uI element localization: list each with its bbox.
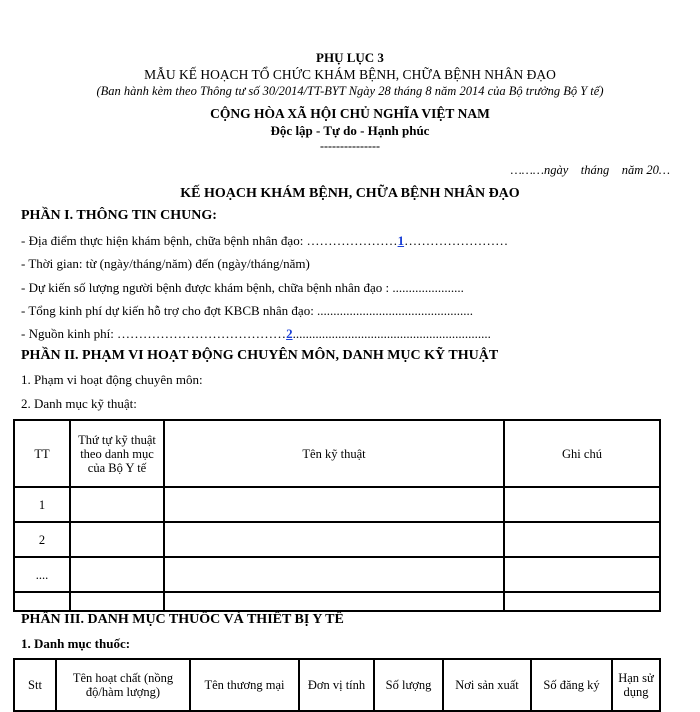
- cell: [504, 557, 660, 592]
- cell: [70, 487, 164, 522]
- row-number: [14, 592, 70, 611]
- separator: ---------------: [320, 139, 380, 153]
- col-manufacturer: Nơi sản xuất: [443, 659, 531, 711]
- row-number: 1: [14, 487, 70, 522]
- form-title: MẪU KẾ HOẠCH TỔ CHỨC KHÁM BỆNH, CHỮA BỆNH NHÂN ĐẠO: [144, 67, 556, 82]
- motto: Độc lập - Tự do - Hạnh phúc: [270, 123, 430, 138]
- part1-heading: PHẦN I. THÔNG TIN CHUNG:: [21, 208, 217, 223]
- time-line: - Thời gian: từ (ngày/tháng/năm) đến (ngày/tháng/năm): [21, 256, 310, 271]
- table-row: [14, 557, 660, 592]
- col-unit: Đơn vị tính: [299, 659, 374, 711]
- col-registration: Số đăng ký: [531, 659, 612, 711]
- col-active-ingredient: Tên hoạt chất (nồng độ/hàm lượng): [56, 659, 190, 711]
- part3-heading: PHẦN III. DANH MỤC THUỐC VÀ THIẾT BỊ Y TẾ: [21, 612, 344, 627]
- cell: [164, 592, 504, 611]
- table-row: [14, 522, 660, 557]
- table-header-row: [14, 420, 660, 487]
- part3-sub1: 1. Danh mục thuốc:: [21, 636, 131, 651]
- part2-item2: 2. Danh mục kỹ thuật:: [21, 396, 137, 411]
- col-stt: Stt: [14, 659, 56, 711]
- cell: [504, 487, 660, 522]
- col-expiry: Hạn sử dụng: [612, 659, 660, 711]
- row-number: 2: [14, 522, 70, 557]
- cell: [164, 522, 504, 557]
- cell: [164, 487, 504, 522]
- source-line: [21, 326, 491, 342]
- issued-note: (Ban hành kèm theo Thông tư số 30/2014/TT-BYT Ngày 28 tháng 8 năm 2014 của Bộ trưởng Bộ Y tế): [96, 84, 604, 98]
- part2-item1: 1. Phạm vi hoạt động chuyên môn:: [21, 372, 203, 387]
- table-row: [14, 487, 660, 522]
- col-order: Thứ tự kỹ thuật theo danh mục của Bộ Y tế: [70, 420, 164, 487]
- cell: [164, 557, 504, 592]
- part2-heading: PHẦN II. PHẠM VI HOẠT ĐỘNG CHUYÊN MÔN, DANH MỤC KỸ THUẬT: [21, 348, 499, 363]
- plan-title: KẾ HOẠCH KHÁM BỆNH, CHỮA BỆNH NHÂN ĐẠO: [180, 186, 520, 201]
- cell: [70, 522, 164, 557]
- table-row: [14, 592, 660, 611]
- technique-table: [13, 419, 661, 612]
- country-name: CỘNG HÒA XÃ HỘI CHỦ NGHĨA VIỆT NAM: [210, 106, 490, 121]
- budget-line: - Tổng kinh phí dự kiến hỗ trợ cho đợt KBCB nhân đạo: ................................................: [21, 303, 474, 318]
- cell: [504, 592, 660, 611]
- col-tt: TT: [14, 420, 70, 487]
- cell: [504, 522, 660, 557]
- col-technique-name: Tên kỹ thuật: [164, 420, 504, 487]
- location-line: [21, 233, 508, 249]
- col-quantity: Số lượng: [374, 659, 443, 711]
- table-header-row: [14, 659, 660, 711]
- row-number: ....: [14, 557, 70, 592]
- location-tail: ……………………: [404, 233, 509, 248]
- col-trade-name: Tên thương mại: [190, 659, 299, 711]
- col-note: Ghi chú: [504, 420, 660, 487]
- cell: [70, 592, 164, 611]
- cell: [70, 557, 164, 592]
- date-line: ………ngày tháng năm 20…: [510, 163, 670, 177]
- medicine-table: [13, 658, 661, 712]
- source-tail: .............................................................: [292, 326, 491, 341]
- footnote-link-1[interactable]: 1: [397, 233, 405, 248]
- location-text: - Địa điểm thực hiện khám bệnh, chữa bệnh nhân đạo: …………………: [21, 233, 398, 248]
- footnote-link-2[interactable]: 2: [286, 326, 293, 341]
- appendix-label: PHỤ LỤC 3: [316, 50, 384, 65]
- patients-line: - Dự kiến số lượng người bệnh được khám bệnh, chữa bệnh nhân đạo : ......................: [21, 280, 464, 295]
- source-text: - Nguồn kinh phí: …………………………………: [21, 326, 287, 341]
